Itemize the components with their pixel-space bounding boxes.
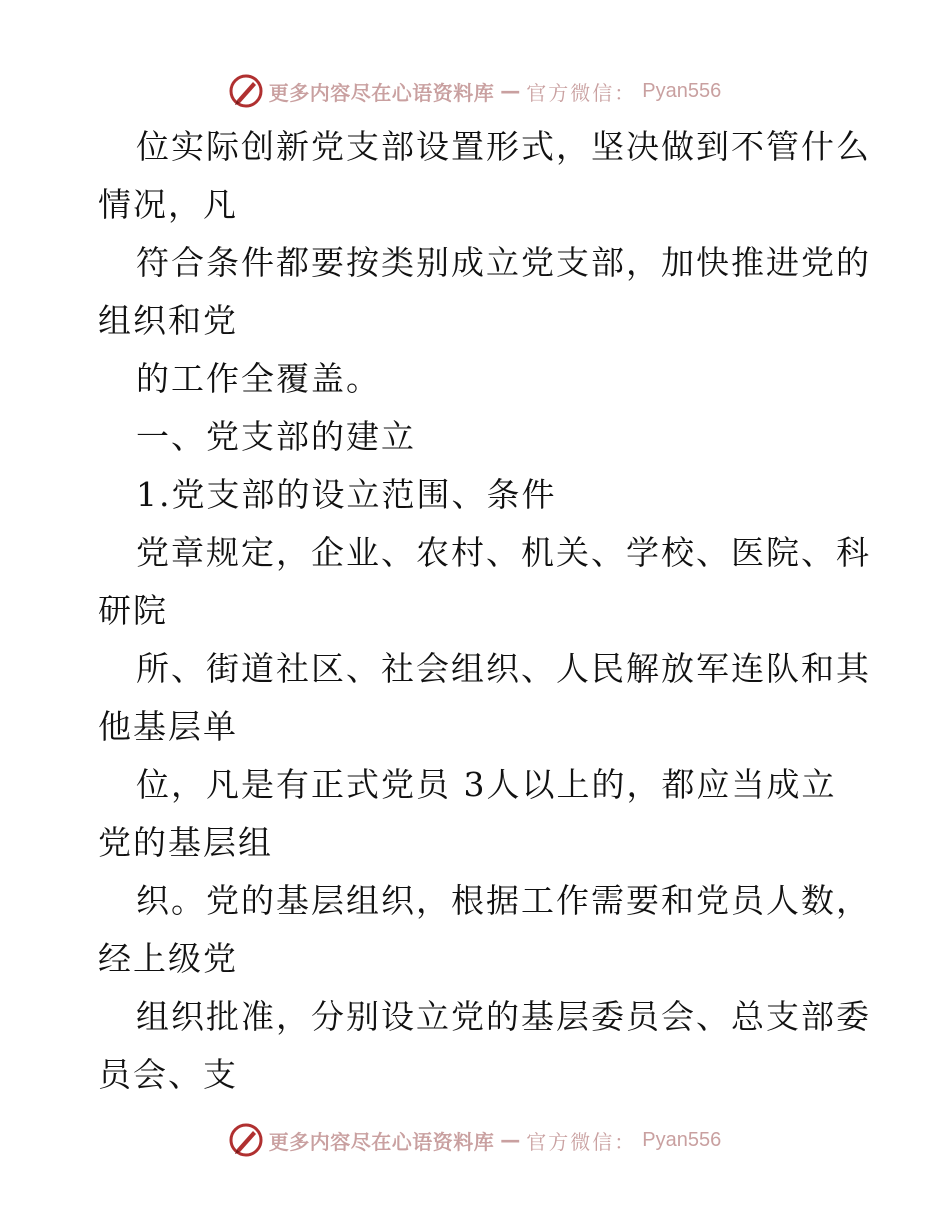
text-line: 位，凡是有正式党员 3人以上的，都应当成立	[136, 765, 837, 804]
subsection-heading: 1.党支部的设立范围、条件	[136, 475, 557, 514]
text-line: 组织批准，分别设立党的基层委员会、总支部委	[136, 997, 871, 1036]
banner-main-text: 更多内容尽在心语资料库	[268, 80, 495, 105]
text-line: 他基层单	[98, 707, 238, 746]
text-line: 符合条件都要按类别成立党支部，加快推进党的	[136, 243, 871, 282]
banner-official-label: 官方微信：	[526, 80, 637, 105]
text-line: 织。党的基层组织，根据工作需要和党员人数，	[136, 881, 871, 920]
banner-wechat-id: Pyan556	[642, 1128, 722, 1151]
text-line: 经上级党	[98, 939, 238, 978]
pen-logo-icon	[229, 1123, 263, 1157]
pen-logo-icon	[229, 74, 263, 108]
footer-banner	[0, 1120, 950, 1160]
text-line: 党章规定，企业、农村、机关、学校、医院、科	[136, 533, 871, 572]
text-line: 员会、支	[98, 1055, 238, 1094]
text-line: 所、街道社区、社会组织、人民解放军连队和其	[136, 649, 871, 688]
document-body	[98, 118, 871, 1104]
text-line: 位实际创新党支部设置形式，坚决做到不管什么	[136, 127, 871, 166]
banner-wechat-id: Pyan556	[642, 79, 722, 102]
text-line: 组织和党	[98, 301, 238, 340]
text-line: 党的基层组	[98, 823, 273, 862]
text-line: 情况，凡	[98, 185, 238, 224]
text-line: 研院	[98, 591, 168, 630]
banner-dash: —	[500, 1128, 521, 1152]
text-line: 的工作全覆盖。	[136, 359, 381, 398]
banner-official-label: 官方微信：	[526, 1129, 637, 1154]
banner-main-text: 更多内容尽在心语资料库	[268, 1129, 495, 1154]
header-banner	[0, 71, 950, 111]
banner-dash: —	[500, 79, 521, 103]
section-heading: 一、党支部的建立	[136, 417, 416, 456]
